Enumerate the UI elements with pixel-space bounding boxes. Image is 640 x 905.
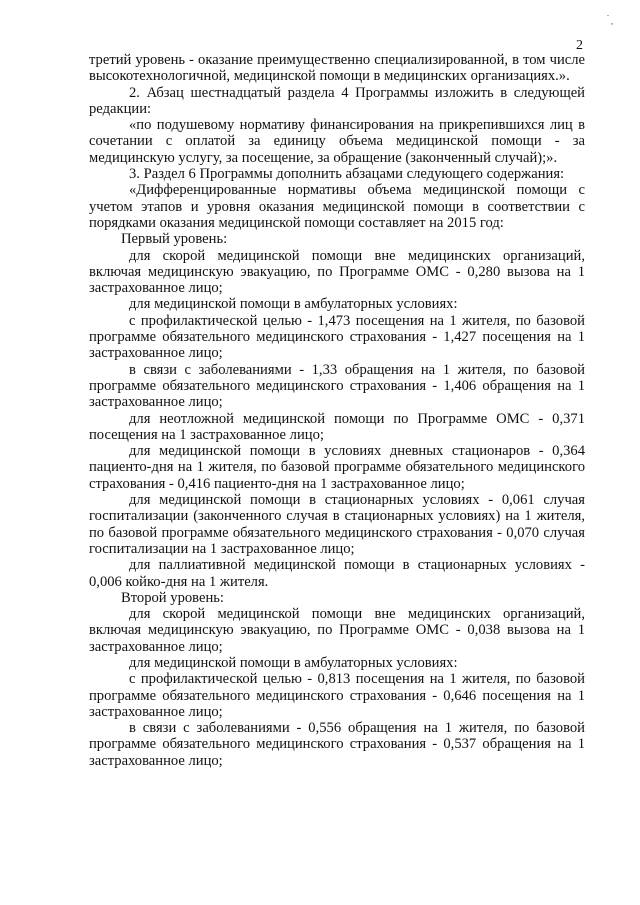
paragraph-14: для паллиативной медицинской помощи в стационарных условиях - 0,006 койко-дня на 1 жителя. [89,557,585,590]
scan-speck: . , [607,9,613,26]
paragraph-17: для медицинской помощи в амбулаторных условиях: [129,654,458,671]
paragraph-19: в связи с заболеваниями - 0,556 обращения на 1 жителя, по базовой программе обязательного медицинского страхования - 0,537 обращения на 1 застрахованное лицо; [89,720,585,769]
paragraph-16: для скорой медицинской помощи вне медицинских организаций, включая медицинскую эвакуацию, по Программе ОМС - 0,038 вызова на 1 застрахованное лицо; [89,606,585,655]
paragraph-6: Первый уровень: [121,231,228,248]
paragraph-11: для неотложной медицинской помощи по Программе ОМС - 0,371 посещения на 1 застрахованное лицо; [89,410,585,443]
paragraph-5: «Дифференцированные нормативы объема медицинской помощи с учетом этапов и уровня оказания медицинской помощи в соответствии с порядками оказания медицинской помощи составляет на 2015 год: [89,182,585,231]
paragraph-9: с профилактической целью - 1,473 посещения на 1 жителя, по базовой программе обязательного медицинского страхования - 1,427 посещения на 1 застрахованное лицо; [89,312,585,362]
paragraph-3: «по подушевому нормативу финансирования на прикрепившихся лиц в сочетании с оплатой за единицу объема медицинской помощи - за медицинскую услугу, за посещение, за обращение (законченный случай);». [89,117,585,166]
document-body [89,52,585,769]
paragraph-4: 3. Раздел 6 Программы дополнить абзацами следующего содержания: [129,166,565,183]
paragraph-7: для скорой медицинской помощи вне медицинских организаций, включая медицинскую эвакуацию, по Программе ОМС - 0,280 вызова на 1 застрахованное лицо; [89,247,585,297]
paragraph-2: 2. Абзац шестнадцатый раздела 4 Программы изложить в следующей редакции: [89,84,585,117]
paragraph-15: Второй уровень: [121,589,224,606]
page-number: 2 [576,38,583,53]
paragraph-18: с профилактической целью - 0,813 посещения на 1 жителя, по базовой программе обязательного медицинского страхования - 0,646 посещения на 1 застрахованное лицо; [89,671,585,720]
paragraph-13: для медицинской помощи в стационарных условиях - 0,061 случая госпитализации (законченного случая в стационарных условиях) на 1 жителя, по базовой программе обязательного медицинского страхования - 0,070 случая госпитализации на 1 застрахованное лицо; [89,492,585,557]
paragraph-10: в связи с заболеваниями - 1,33 обращения на 1 жителя, по базовой программе обязательного медицинского страхования - 1,406 обращения на 1 застрахованное лицо; [89,361,585,411]
paragraph-12: для медицинской помощи в условиях дневных стационаров - 0,364 пациенто-дня на 1 жителя, по базовой программе обязательного медицинского страхования - 0,416 пациенто-дня на 1 застрахованное лицо; [89,443,585,492]
paragraph-1: третий уровень - оказание преимущественно специализированной, в том числе высокотехнологичной, медицинской помощи в медицинских организациях.». [89,52,585,85]
paragraph-8: для медицинской помощи в амбулаторных условиях: [129,296,458,313]
